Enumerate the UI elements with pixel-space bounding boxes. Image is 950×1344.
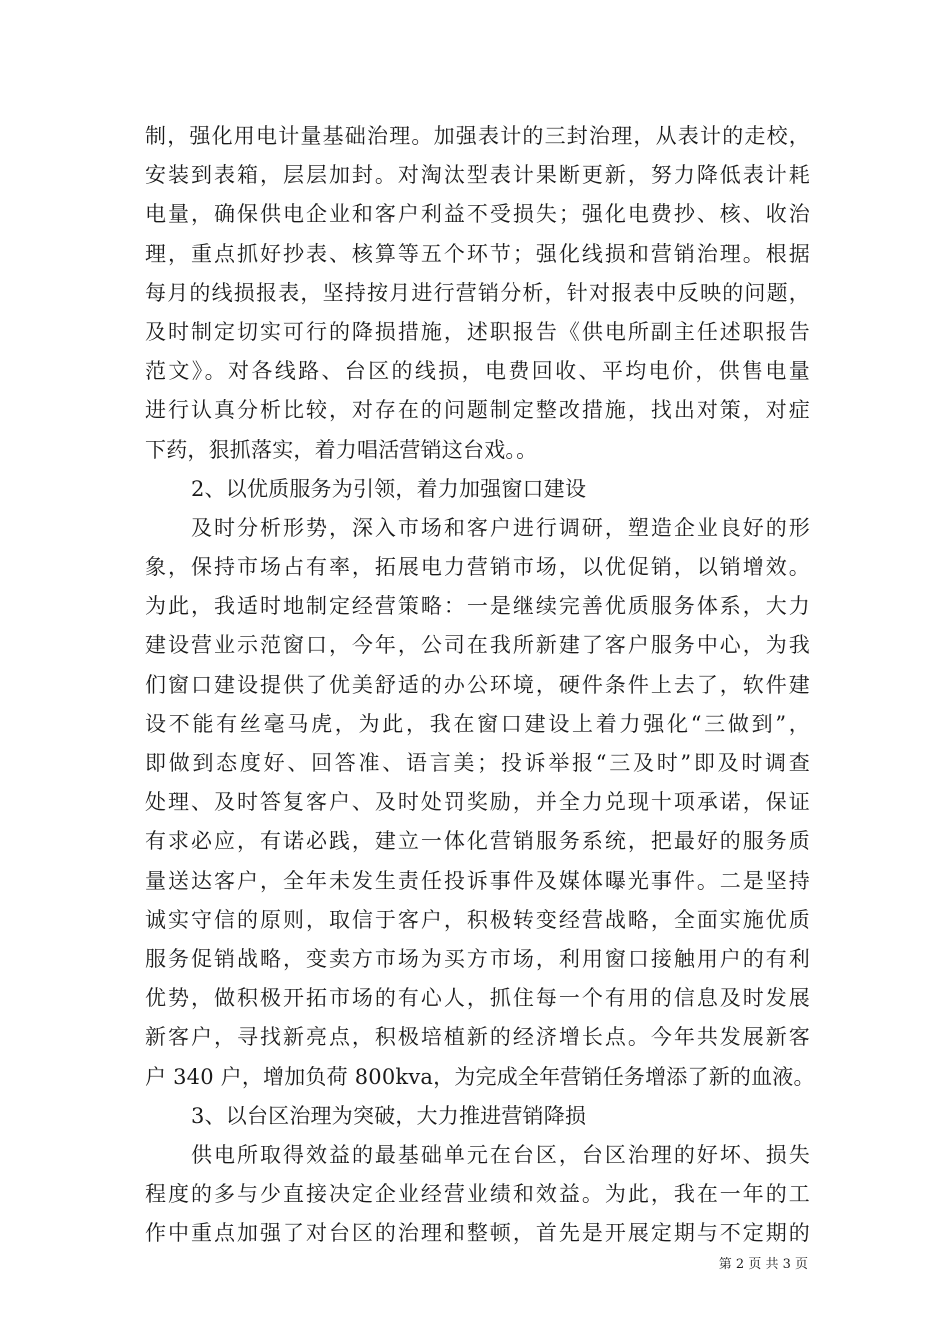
text-line: 们窗口建设提供了优美舒适的办公环境，硬件条件上去了，软件建 [145, 672, 810, 697]
text-line: 象，保持市场占有率，拓展电力营销市场，以优促销，以销增效。 [145, 555, 810, 580]
body-text [145, 117, 815, 1253]
text-line: 理，重点抓好抄表、核算等五个环节；强化线损和营销治理。根据 [145, 241, 810, 266]
text-line: 建设营业示范窗口，今年，公司在我所新建了客户服务中心，为我 [145, 633, 810, 658]
text-line: 量送达客户，全年未发生责任投诉事件及媒体曝光事件。二是坚持 [145, 868, 810, 893]
text-line: 进行认真分析比较，对存在的问题制定整改措施，找出对策，对症 [145, 398, 810, 423]
text-line: 优势，做积极开拓市场的有心人，抓住每一个有用的信息及时发展 [145, 986, 810, 1011]
text-line: 户 340 户，增加负荷 800kva，为完成全年营销任务增添了新的血液。 [145, 1064, 815, 1089]
text-line: 程度的多与少直接决定企业经营业绩和效益。为此，我在一年的工 [145, 1182, 810, 1207]
text-line: 电量，确保供电企业和客户利益不受损失；强化电费抄、核、收治 [145, 202, 810, 227]
text-line: 2、以优质服务为引领，着力加强窗口建设 [191, 476, 587, 501]
text-line: 范文》。对各线路、台区的线损，电费回收、平均电价，供售电量 [145, 359, 810, 384]
text-line: 新客户，寻找新亮点，积极培植新的经济增长点。今年共发展新客 [145, 1025, 810, 1050]
text-line: 为此，我适时地制定经营策略：一是继续完善优质服务体系，大力 [145, 594, 810, 619]
text-line: 安装到表箱，层层加封。对淘汰型表计果断更新，努力降低表计耗 [145, 163, 810, 188]
text-line: 3、以台区治理为突破，大力推进营销降损 [191, 1103, 587, 1128]
text-line: 有求必应，有诺必践，建立一体化营销服务系统，把最好的服务质 [145, 829, 810, 854]
text-line: 供电所取得效益的最基础单元在台区，台区治理的好坏、损失 [191, 1142, 810, 1167]
page-number-footer: 第 2 页 共 3 页 [718, 1257, 808, 1272]
text-line: 每月的线损报表，坚持按月进行营销分析，针对报表中反映的问题， [145, 280, 810, 305]
text-line: 制，强化用电计量基础治理。加强表计的三封治理，从表计的走校， [145, 124, 810, 148]
text-line: 作中重点加强了对台区的治理和整顿，首先是开展定期与不定期的 [145, 1221, 810, 1246]
text-line: 诚实守信的原则，取信于客户，积极转变经营战略，全面实施优质 [145, 907, 810, 932]
text-line: 及时分析形势，深入市场和客户进行调研，塑造企业良好的形 [191, 515, 810, 540]
text-line: 服务促销战略，变卖方市场为买方市场，利用窗口接触用户的有利 [145, 946, 810, 971]
text-line: 下药，狠抓落实，着力唱活营销这台戏。。 [145, 437, 538, 462]
text-line: 设不能有丝毫马虎，为此，我在窗口建设上着力强化“三做到”， [145, 711, 810, 736]
text-line: 处理、及时答复客户、及时处罚奖励，并全力兑现十项承诺，保证 [145, 790, 810, 815]
text-line: 及时制定切实可行的降损措施，述职报告《供电所副主任述职报告 [145, 319, 810, 344]
text-line: 即做到态度好、回答准、语言美；投诉举报“三及时”即及时调查 [145, 751, 810, 775]
